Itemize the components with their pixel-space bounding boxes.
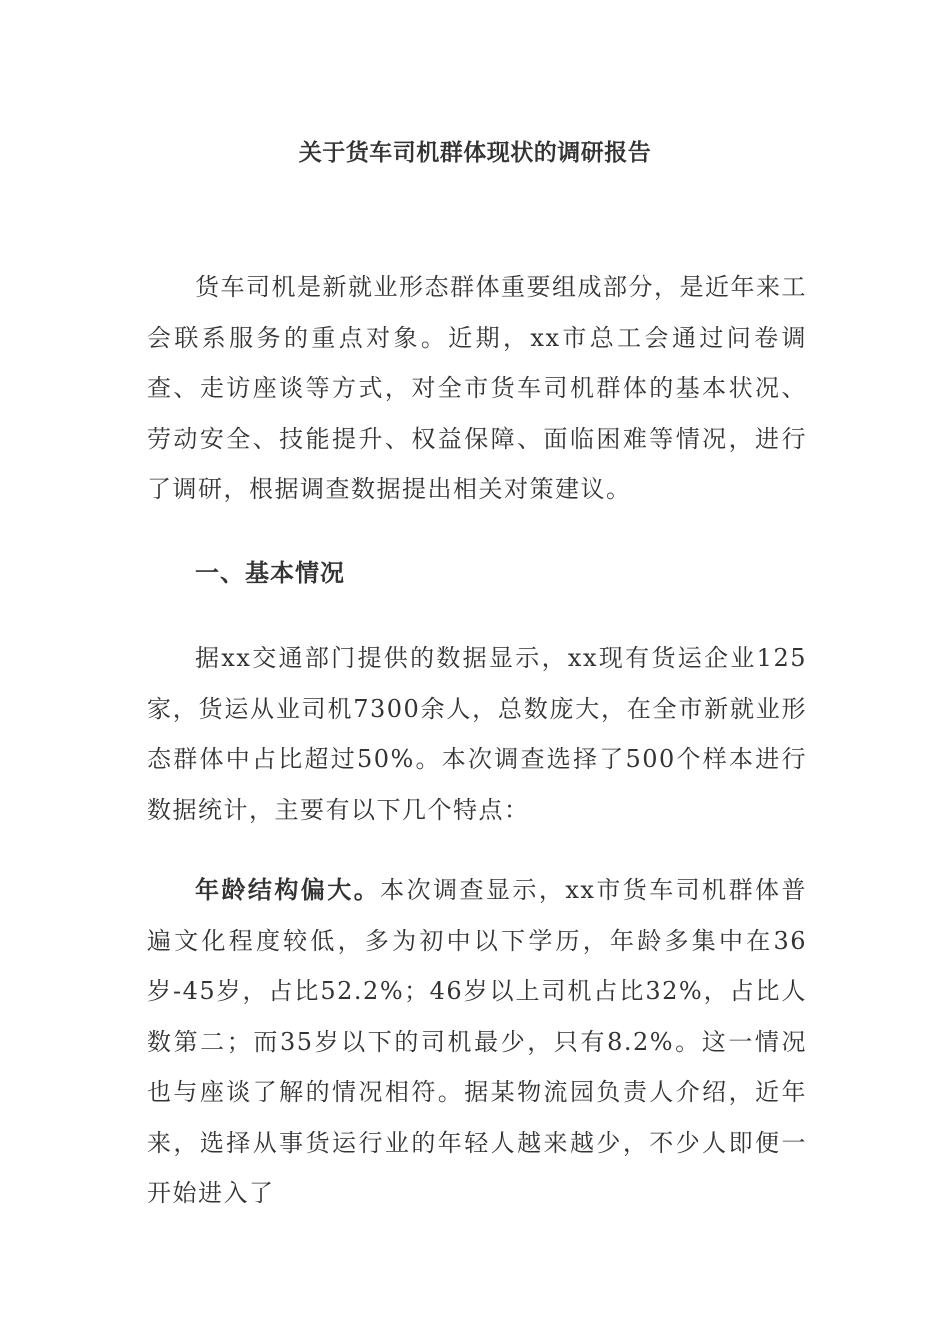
age-structure-paragraph	[147, 865, 807, 1219]
age-structure-body: 本次调查显示，xx市货车司机群体普遍文化程度较低，多为初中以下学历，年龄多集中在36岁-45岁，占比52.2%；46岁以上司机占比32%，占比人数第二；而35岁以下的司机最少，只有8.2%。这一情况也与座谈了解的情况相符。据某物流园负责人介绍，近年来，选择从事货运行业的年轻人越来越少，不少人即便一开始进入了	[147, 876, 808, 1207]
basic-situation-paragraph: 据xx交通部门提供的数据显示，xx现有货运企业125家，货运从业司机7300余人，总数庞大，在全市新就业形态群体中占比超过50%。本次调查选择了500个样本进行数据统计，主要有以下几个特点：	[147, 644, 807, 824]
document-title: 关于货车司机群体现状的调研报告	[298, 139, 652, 166]
section-heading-basic: 一、基本情况	[195, 558, 345, 587]
age-structure-lead: 年龄结构偏大。	[195, 875, 381, 904]
intro-paragraph: 货车司机是新就业形态群体重要组成部分，是近年来工会联系服务的重点对象。近期，xx市总工会通过问卷调查、走访座谈等方式，对全市货车司机群体的基本状况、劳动安全、技能提升、权益保障、面临困难等情况，进行了调研，根据调查数据提出相关对策建议。	[147, 273, 807, 503]
